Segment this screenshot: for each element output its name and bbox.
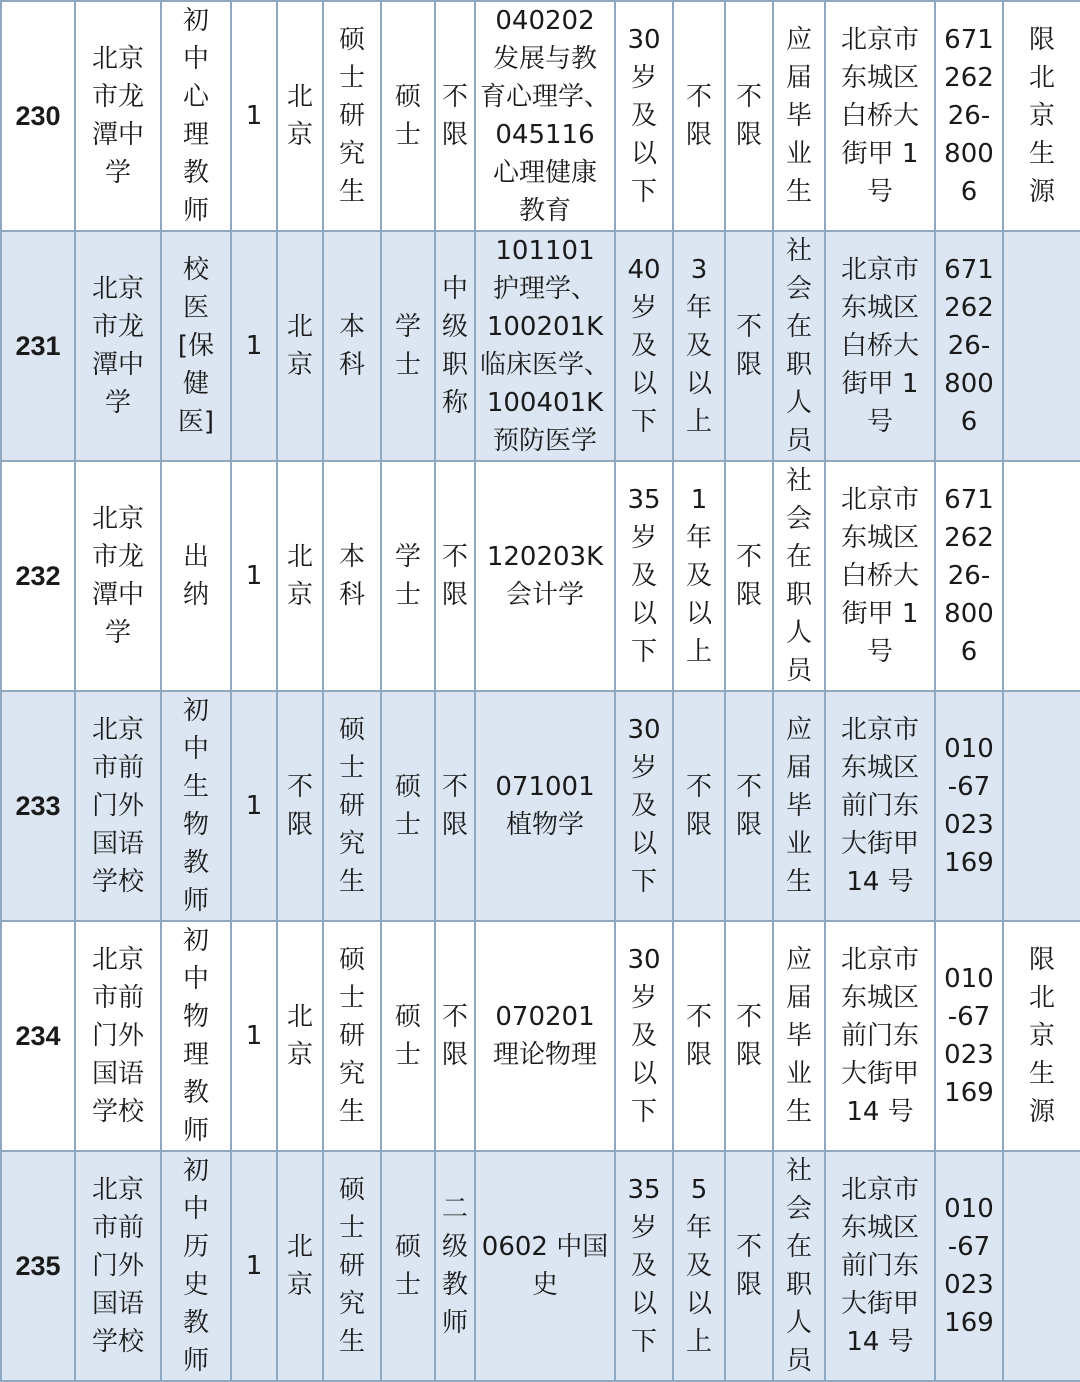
cell-other-requirement xyxy=(725,231,773,461)
cell-other-requirement-text: 不 限 xyxy=(735,772,762,840)
cell-remark xyxy=(1003,461,1080,691)
cell-major xyxy=(475,691,615,921)
cell-degree xyxy=(381,1,435,231)
cell-hire-count-text: 1 xyxy=(245,1251,263,1281)
cell-candidate-type xyxy=(773,1,825,231)
cell-position-name xyxy=(161,921,231,1151)
cell-education-text: 本 科 xyxy=(338,312,365,380)
cell-employer xyxy=(75,921,161,1151)
cell-remark xyxy=(1003,921,1080,1151)
cell-household-requirement-text: 北 京 xyxy=(286,542,313,610)
cell-phone-text: 671 262 26- 800 6 xyxy=(944,485,994,667)
table-row xyxy=(1,1,1080,231)
cell-phone-text: 010 -67 023 169 xyxy=(944,964,994,1108)
cell-major-text: 0602 中国 史 xyxy=(481,1232,609,1300)
cell-degree-text: 硕 士 xyxy=(394,1232,421,1300)
cell-professional-title-text: 二 级 教 师 xyxy=(441,1194,468,1338)
cell-household-requirement xyxy=(277,691,323,921)
cell-major xyxy=(475,1,615,231)
cell-education-text: 硕 士 研 究 生 xyxy=(338,945,365,1127)
cell-household-requirement xyxy=(277,1151,323,1381)
cell-hire-count xyxy=(231,461,277,691)
cell-work-experience-text: 1 年 及 以 上 xyxy=(685,485,712,667)
cell-remark-text: 限 北 京 生 源 xyxy=(1028,25,1055,207)
cell-position-name-text: 初 中 生 物 教 师 xyxy=(182,696,209,916)
cell-position-name xyxy=(161,1,231,231)
table-row xyxy=(1,921,1080,1151)
cell-age xyxy=(615,691,673,921)
cell-household-requirement xyxy=(277,461,323,691)
cell-address-text: 北京市 东城区 前门东 大街甲 14 号 xyxy=(840,1175,919,1357)
cell-other-requirement xyxy=(725,921,773,1151)
cell-position-name-text: 校 医 [保 健 医] xyxy=(177,255,215,437)
cell-education xyxy=(323,691,381,921)
cell-position-number-text: 231 xyxy=(15,331,61,361)
cell-education xyxy=(323,231,381,461)
cell-employer xyxy=(75,1,161,231)
cell-household-requirement xyxy=(277,921,323,1151)
cell-position-number xyxy=(1,461,75,691)
cell-position-number xyxy=(1,691,75,921)
cell-address-text: 北京市 东城区 前门东 大街甲 14 号 xyxy=(840,715,919,897)
cell-position-number xyxy=(1,1151,75,1381)
cell-position-name-text: 初 中 历 史 教 师 xyxy=(182,1156,209,1376)
cell-hire-count xyxy=(231,1151,277,1381)
cell-phone xyxy=(935,1,1003,231)
cell-remark xyxy=(1003,691,1080,921)
cell-remark xyxy=(1003,231,1080,461)
cell-major-text: 040202 发展与教 育心理学、 045116 心理健康 教育 xyxy=(479,6,610,226)
cell-degree xyxy=(381,691,435,921)
cell-address-text: 北京市 东城区 前门东 大街甲 14 号 xyxy=(840,945,919,1127)
cell-education-text: 硕 士 研 究 生 xyxy=(338,25,365,207)
cell-other-requirement-text: 不 限 xyxy=(735,312,762,380)
cell-employer xyxy=(75,231,161,461)
cell-address xyxy=(825,1,935,231)
cell-professional-title xyxy=(435,691,475,921)
table-row xyxy=(1,691,1080,921)
cell-education-text: 硕 士 研 究 生 xyxy=(338,1175,365,1357)
cell-position-number-text: 234 xyxy=(15,1021,61,1051)
cell-hire-count xyxy=(231,691,277,921)
cell-candidate-type-text: 应 届 毕 业 生 xyxy=(785,25,812,207)
cell-address xyxy=(825,691,935,921)
cell-major-text: 070201 理论物理 xyxy=(492,1002,597,1070)
cell-employer-text: 北京 市龙 潭中 学 xyxy=(91,504,144,648)
cell-work-experience-text: 不 限 xyxy=(685,1002,712,1070)
cell-employer xyxy=(75,691,161,921)
cell-position-name xyxy=(161,231,231,461)
cell-professional-title-text: 中 级 职 称 xyxy=(441,274,468,418)
cell-education xyxy=(323,921,381,1151)
cell-education-text: 硕 士 研 究 生 xyxy=(338,715,365,897)
cell-professional-title xyxy=(435,921,475,1151)
cell-professional-title-text: 不 限 xyxy=(441,82,468,150)
cell-age-text: 35 岁 及 以 下 xyxy=(627,1175,661,1357)
cell-employer xyxy=(75,1151,161,1381)
cell-work-experience xyxy=(673,461,725,691)
cell-candidate-type xyxy=(773,231,825,461)
cell-other-requirement-text: 不 限 xyxy=(735,82,762,150)
cell-major xyxy=(475,1151,615,1381)
cell-work-experience xyxy=(673,1,725,231)
cell-hire-count xyxy=(231,1,277,231)
cell-candidate-type-text: 社 会 在 职 人 员 xyxy=(785,466,812,686)
cell-other-requirement xyxy=(725,1151,773,1381)
cell-phone xyxy=(935,1151,1003,1381)
cell-position-number xyxy=(1,921,75,1151)
cell-major-text: 101101 护理学、 100201K 临床医学、 100401K 预防医学 xyxy=(479,236,610,456)
cell-household-requirement xyxy=(277,231,323,461)
cell-professional-title-text: 不 限 xyxy=(441,1002,468,1070)
cell-work-experience-text: 不 限 xyxy=(685,772,712,840)
cell-phone xyxy=(935,921,1003,1151)
cell-position-number-text: 235 xyxy=(15,1251,61,1281)
cell-household-requirement-text: 北 京 xyxy=(286,312,313,380)
cell-work-experience-text: 3 年 及 以 上 xyxy=(685,255,712,437)
cell-candidate-type-text: 应 届 毕 业 生 xyxy=(785,715,812,897)
cell-candidate-type-text: 社 会 在 职 人 员 xyxy=(785,1156,812,1376)
table-row xyxy=(1,231,1080,461)
cell-address-text: 北京市 东城区 白桥大 街甲 1 号 xyxy=(840,255,919,437)
cell-degree-text: 学 士 xyxy=(394,312,421,380)
cell-major xyxy=(475,921,615,1151)
cell-age-text: 30 岁 及 以 下 xyxy=(627,25,661,207)
cell-address xyxy=(825,921,935,1151)
cell-hire-count-text: 1 xyxy=(245,101,263,131)
cell-other-requirement-text: 不 限 xyxy=(735,1002,762,1070)
cell-hire-count-text: 1 xyxy=(245,331,263,361)
cell-position-name-text: 初 中 心 理 教 师 xyxy=(182,6,209,226)
cell-other-requirement-text: 不 限 xyxy=(735,1232,762,1300)
cell-education-text: 本 科 xyxy=(338,542,365,610)
cell-other-requirement xyxy=(725,691,773,921)
cell-position-name xyxy=(161,1151,231,1381)
cell-phone-text: 671 262 26- 800 6 xyxy=(944,255,994,437)
cell-employer-text: 北京 市龙 潭中 学 xyxy=(91,274,144,418)
table-row xyxy=(1,1151,1080,1381)
cell-education xyxy=(323,461,381,691)
cell-professional-title-text: 不 限 xyxy=(441,542,468,610)
cell-remark xyxy=(1003,1,1080,231)
cell-age-text: 30 岁 及 以 下 xyxy=(627,715,661,897)
cell-hire-count-text: 1 xyxy=(245,1021,263,1051)
cell-position-name-text: 出 纳 xyxy=(182,542,209,610)
cell-address xyxy=(825,461,935,691)
cell-degree xyxy=(381,231,435,461)
cell-position-name-text: 初 中 物 理 教 师 xyxy=(182,926,209,1146)
cell-position-number-text: 232 xyxy=(15,561,61,591)
cell-work-experience xyxy=(673,921,725,1151)
cell-candidate-type-text: 社 会 在 职 人 员 xyxy=(785,236,812,456)
cell-age-text: 35 岁 及 以 下 xyxy=(627,485,661,667)
cell-degree-text: 硕 士 xyxy=(394,1002,421,1070)
cell-major-text: 120203K 会计学 xyxy=(486,542,604,610)
cell-address xyxy=(825,231,935,461)
cell-work-experience xyxy=(673,231,725,461)
cell-age xyxy=(615,921,673,1151)
cell-household-requirement-text: 北 京 xyxy=(286,1002,313,1070)
cell-candidate-type xyxy=(773,1151,825,1381)
cell-remark-text: 限 北 京 生 源 xyxy=(1028,945,1055,1127)
cell-employer-text: 北京 市前 门外 国语 学校 xyxy=(91,715,144,897)
cell-employer-text: 北京 市前 门外 国语 学校 xyxy=(91,1175,144,1357)
cell-professional-title xyxy=(435,231,475,461)
cell-hire-count xyxy=(231,231,277,461)
cell-candidate-type xyxy=(773,691,825,921)
cell-employer-text: 北京 市龙 潭中 学 xyxy=(91,44,144,188)
cell-household-requirement-text: 不 限 xyxy=(286,772,313,840)
cell-age-text: 40 岁 及 以 下 xyxy=(627,255,661,437)
cell-position-name xyxy=(161,461,231,691)
cell-degree-text: 硕 士 xyxy=(394,82,421,150)
cell-major-text: 071001 植物学 xyxy=(495,772,595,840)
cell-professional-title xyxy=(435,461,475,691)
cell-degree xyxy=(381,1151,435,1381)
cell-phone xyxy=(935,231,1003,461)
cell-age-text: 30 岁 及 以 下 xyxy=(627,945,661,1127)
cell-other-requirement xyxy=(725,1,773,231)
cell-position-name xyxy=(161,691,231,921)
cell-degree-text: 学 士 xyxy=(394,542,421,610)
cell-household-requirement-text: 北 京 xyxy=(286,1232,313,1300)
cell-phone-text: 010 -67 023 169 xyxy=(944,734,994,878)
cell-age xyxy=(615,1,673,231)
cell-hire-count-text: 1 xyxy=(245,791,263,821)
cell-phone xyxy=(935,461,1003,691)
cell-position-number xyxy=(1,231,75,461)
cell-education xyxy=(323,1,381,231)
cell-employer-text: 北京 市前 门外 国语 学校 xyxy=(91,945,144,1127)
cell-remark xyxy=(1003,1151,1080,1381)
cell-work-experience xyxy=(673,691,725,921)
cell-address xyxy=(825,1151,935,1381)
cell-household-requirement xyxy=(277,1,323,231)
cell-professional-title xyxy=(435,1151,475,1381)
cell-age xyxy=(615,231,673,461)
cell-candidate-type xyxy=(773,461,825,691)
cell-hire-count-text: 1 xyxy=(245,561,263,591)
cell-work-experience xyxy=(673,1151,725,1381)
cell-professional-title-text: 不 限 xyxy=(441,772,468,840)
cell-education xyxy=(323,1151,381,1381)
cell-work-experience-text: 不 限 xyxy=(685,82,712,150)
cell-phone-text: 010 -67 023 169 xyxy=(944,1194,994,1338)
cell-hire-count xyxy=(231,921,277,1151)
cell-other-requirement-text: 不 限 xyxy=(735,542,762,610)
cell-household-requirement-text: 北 京 xyxy=(286,82,313,150)
cell-work-experience-text: 5 年 及 以 上 xyxy=(685,1175,712,1357)
cell-degree xyxy=(381,461,435,691)
cell-other-requirement xyxy=(725,461,773,691)
cell-major xyxy=(475,231,615,461)
cell-age xyxy=(615,1151,673,1381)
cell-employer xyxy=(75,461,161,691)
cell-degree-text: 硕 士 xyxy=(394,772,421,840)
cell-position-number-text: 233 xyxy=(15,791,61,821)
cell-candidate-type xyxy=(773,921,825,1151)
cell-address-text: 北京市 东城区 白桥大 街甲 1 号 xyxy=(840,25,919,207)
cell-age xyxy=(615,461,673,691)
cell-major xyxy=(475,461,615,691)
cell-candidate-type-text: 应 届 毕 业 生 xyxy=(785,945,812,1127)
cell-phone-text: 671 262 26- 800 6 xyxy=(944,25,994,207)
cell-address-text: 北京市 东城区 白桥大 街甲 1 号 xyxy=(840,485,919,667)
cell-degree xyxy=(381,921,435,1151)
cell-position-number xyxy=(1,1,75,231)
cell-professional-title xyxy=(435,1,475,231)
cell-position-number-text: 230 xyxy=(15,101,61,131)
cell-phone xyxy=(935,691,1003,921)
table-row xyxy=(1,461,1080,691)
